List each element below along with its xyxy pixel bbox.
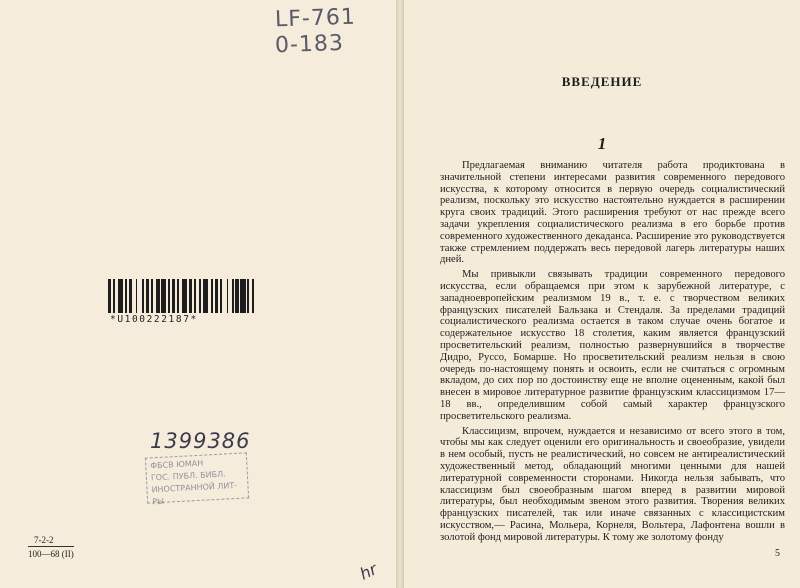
handwritten-inventory-number: 1399386 [150, 429, 251, 453]
book-gutter [396, 0, 404, 588]
paragraph: Предлагаемая вниманию читателя работа продиктована в значительной степени интересами развития современного передового искусства, к которому относится в первую очередь социалистический реализм, поскольку это искусство настоятельно нуждается в расширении круга своих традиций. Этого расширения требуют от нас прежде всего задачи укрепления социалистического реализма в его борьбе против современного художественного декаданса. Расширение это руководствуется также стремлением поддержать весь передовой лагерь литературы наших дней. [440, 160, 785, 266]
library-stamp [145, 452, 249, 507]
section-number: 1 [597, 134, 607, 153]
imprint-code-2: 100—68 (II) [28, 546, 74, 560]
body-text [440, 160, 785, 547]
shelfmark-line-2: 0-183 [274, 30, 345, 59]
paragraph: Мы привыкли связывать традиции современного передового искусства, если обращаемся при этом к зарубежной литературе, с западноевропейским реализмом 19 в., т. е. с творчеством великих французских писателей Бальзака и Стендаля. За пределами традиций социалистического реализма остается в таком случае очень богатое и содержательное искусство 18 столетия, каким является французский просветительский реализм, полностью развернувшийся в творчестве Дидро, Руссо, Бомарше. Но просветительский реализм нельзя в свою очередь по-настоящему понять и освоить, если не считаться с огромным вкладом, до сих пор по достоинству еще не вполне оцененным, какой был внесен в мировое литературное развитие французским классицизмом 17—18 вв., определившим собой самый характер французского просветительского реализма. [440, 269, 785, 422]
stamp-line: ИНОСТРАННОЙ ЛИТ-РЫ [151, 480, 238, 507]
imprint-code-1: 7-2-2 [34, 535, 54, 545]
stamp-line: ГОС. ПУБЛ. БИБЛ. [150, 469, 226, 483]
page-number: 5 [775, 548, 780, 559]
barcode-number: *U100222187* [110, 314, 198, 325]
paragraph: Классицизм, впрочем, нуждается и независимо от всего этого в том, чтобы мы как следует оценили его оригинальность и своеобразие, увидели в нем особый, пусть не реалистический, но совсем не антиреалистический художественный метод, обладающий многими ценными для нашей литературной современности сторонами. Никогда нельзя забывать, что классицизм был своеобразным шагом вперед в развитии мировой литературы, был необходимым звеном этого развития. Творения великих французских писателей, так или иначе связанных с классицистским искусством,— Расина, Мольера, Корнеля, Вольтера, Лафонтена вошли в золотой фонд мировой литературы. К тому же золотому фонду [440, 425, 785, 543]
shelfmark-line-1: LF-761 [274, 4, 357, 33]
handwritten-mark: hr [356, 559, 380, 584]
imprint-codes [28, 534, 74, 560]
chapter-heading: ВВЕДЕНИЕ [561, 74, 643, 89]
library-barcode [108, 279, 258, 313]
stamp-line: ФБСВ ЮМАН [150, 458, 204, 471]
